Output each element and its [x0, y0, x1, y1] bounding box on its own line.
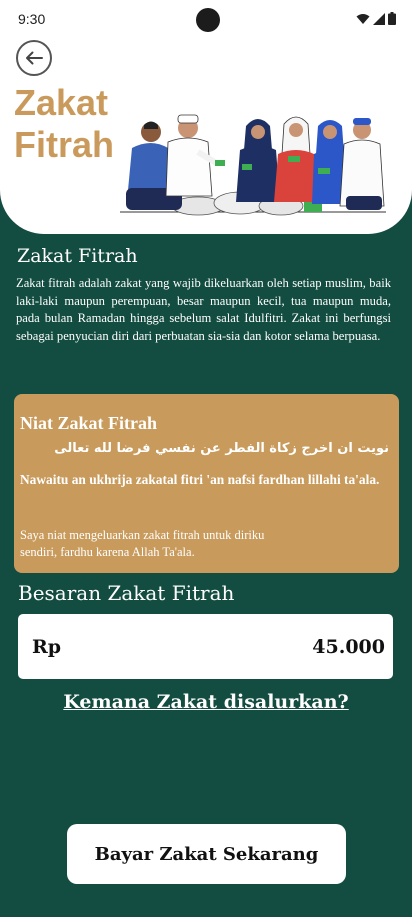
wifi-icon [356, 13, 370, 25]
status-icons [356, 12, 396, 25]
niat-arabic: نويت ان اخرج زكاة الفطر عن نفسي فرضا لله تعالى [54, 441, 389, 456]
amount-box [18, 614, 393, 679]
amount-label: Besaran Zakat Fitrah [18, 581, 235, 605]
intro-description: Zakat fitrah adalah zakat yang wajib dikeluarkan oleh setiap muslim, baik laki-laki maupun perempuan, besar maupun kecil, tua maupun muda, pada bulan Ramadan hingga sebelum salat Idulfitri. Zakat ini berfungsi sebagai penyucian diri dari perbuatan sia-sia dan kotor selama berpuasa. [16, 276, 391, 343]
page-title [14, 82, 134, 166]
back-arrow-icon [25, 51, 43, 65]
intro-heading: Zakat Fitrah [17, 245, 138, 267]
camera-cutout [196, 8, 220, 32]
distribution-link[interactable]: Kemana Zakat disalurkan? [63, 691, 349, 713]
signal-icon [373, 13, 385, 25]
back-button[interactable] [16, 40, 52, 76]
niat-card [14, 394, 399, 573]
niat-title: Niat Zakat Fitrah [20, 413, 157, 433]
amount-currency: Rp [32, 635, 62, 658]
niat-latin: Nawaitu an ukhrija zakatal fitri 'an nafsi fardhan lillahi ta'ala. [20, 472, 380, 487]
niat-meaning: Saya niat mengeluarkan zakat fitrah untuk diriku sendiri, fardhu karena Allah Ta'ala. [20, 528, 265, 559]
pay-zakat-button[interactable]: Bayar Zakat Sekarang [67, 824, 346, 884]
page-title-line1: Zakat [14, 82, 109, 123]
zakat-illustration [118, 110, 390, 218]
status-time: 9:30 [18, 11, 46, 27]
page-title-line2: Fitrah [14, 124, 115, 165]
battery-icon [388, 12, 396, 25]
header [0, 0, 412, 234]
amount-value: 45.000 [312, 635, 385, 658]
